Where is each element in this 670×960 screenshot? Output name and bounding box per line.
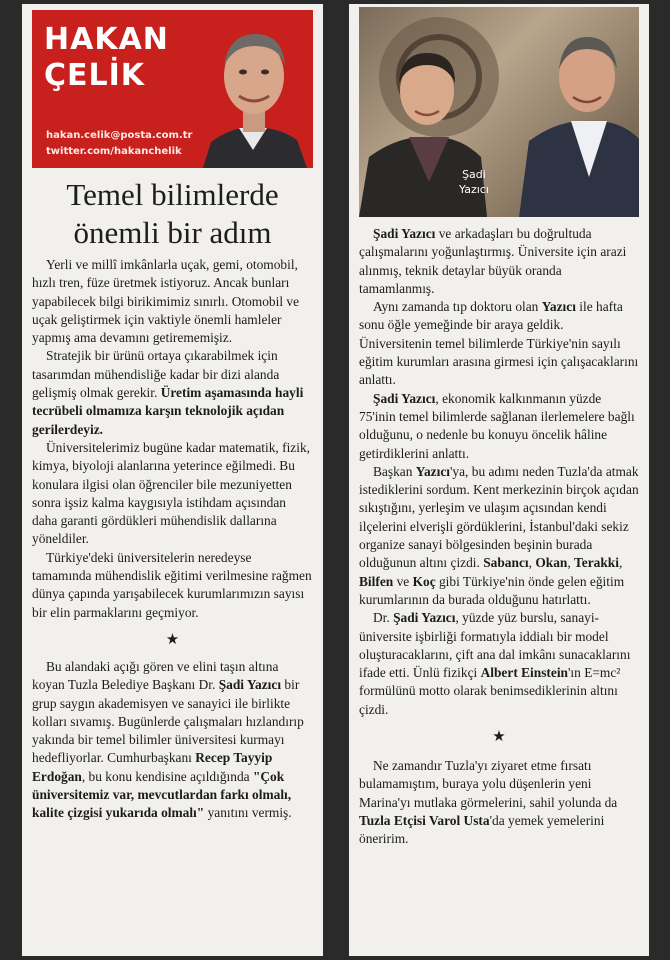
body-text: yanıtını vermiş.: [204, 805, 292, 821]
emphasis-text: Sabancı: [483, 555, 529, 571]
article-body-left: [32, 256, 313, 622]
article-title: Temel bilimlerde önemli bir adım: [66, 177, 279, 250]
body-text: ,: [567, 555, 575, 571]
paragraph: [359, 225, 639, 298]
article-body-right: [359, 225, 639, 719]
columnist-banner: [32, 10, 313, 168]
body-text: Başkan: [373, 463, 416, 479]
paragraph: [32, 256, 313, 347]
body-text: Aynı zamanda tıp doktoru olan: [373, 299, 542, 315]
paragraph: [32, 658, 313, 823]
emphasis-text: Üretim aşamasında hayli tecrübeli olmamıza karşın teknolojik açıdan gerilerdeyiz.: [32, 385, 304, 437]
body-text: ,: [528, 555, 536, 571]
body-text: Türkiye'deki üniversitelerin neredeyse tamamında mühendislik eğitimi verilmesine rağmen dünya çapında yarışabilecek kurumlarımızın sayısı bir elin parmaklarını geçmiyor.: [32, 549, 312, 620]
body-text: Ne zamandır Tuzla'yı ziyaret etme fırsatı bulamamıştım, buraya yolu düşenlerin yeni Marina'yı mutlaka görmelerini, sahil yolunda da: [359, 758, 618, 810]
emphasis-text: Tuzla Etçisi Varol Usta: [359, 812, 490, 828]
body-text: Üniversitelerimiz bugüne kadar matematik, fizik, kimya, biyoloji alanlarına yeterince eğilmedi. Bu konulara ilgisi olan öğrenciler bile mezuniyetten sonra işsiz kalma kaygısıyla istihdam açısından daha garanti gördükleri mühendislik dallarına yöneldiler.: [32, 439, 311, 547]
body-text: 'da yemek yemelerini öneririm.: [359, 812, 605, 847]
columnist-name: HAKAN ÇELİK: [44, 22, 169, 93]
paragraph: [359, 757, 639, 848]
columnist-contact: [46, 128, 192, 160]
emphasis-text: Şadi Yazıcı: [373, 390, 436, 406]
body-text: ve arkadaşları bu doğrultuda çalışmalarını yoğunlaştırmış. Üniversite için arazi alınmış, teknik detaylar büyük oranda tamamlanmış.: [359, 226, 627, 296]
article-body-right-2: [359, 757, 639, 848]
emphasis-text: Şadi Yazıcı: [393, 610, 456, 626]
emphasis-text: Terakki: [574, 555, 619, 571]
body-text: Yerli ve millî imkânlarla uçak, gemi, otomobil, hızlı tren, füze üretmek istiyoruz. Ancak bunları yapabilecek bilgi birikimimiz sınırlı. Otomobil ve uçak geliştirmek için vaktiyle önemli hamleler yapmış ama devamını getirememişiz.: [32, 257, 300, 346]
right-column: [349, 4, 649, 956]
emphasis-text: "Çok üniversitemiz var, mevcutlardan farkı olmalı, kalite çizgisi yukarıda olmalı": [32, 768, 292, 821]
left-column: [22, 4, 323, 956]
article-photo: [359, 7, 639, 217]
body-text: gibi Türkiye'nin önde gelen eğitim kurumlarının da burada olduğunu hatırlattı.: [359, 573, 625, 607]
photo-illustration: [359, 7, 639, 217]
emphasis-text: Koç: [412, 573, 436, 589]
paragraph: [359, 390, 639, 463]
emphasis-text: Yazıcı: [541, 299, 576, 315]
columnist-portrait: [193, 10, 313, 168]
paragraph: [32, 439, 313, 549]
body-text: ile hafta sonu öğle yemeğinde bir araya geldik. Üniversitenin temel bilimlerde Türkiye'nin sayılı eğitim kurumları arasına girmesi için çalışacaklarını anlattı.: [359, 299, 639, 388]
body-text: bir grup saygın akademisyen ve sanayici ile birlikte kolları sıvamış. Bugünlerde çalışmaları hızlandırıp yakında bir temel bilimler üniversitesi kurmayı hedefliyorlar. Cumhurbaşkanı: [32, 677, 304, 766]
emphasis-text: Okan: [535, 555, 568, 571]
separator-star: ★: [165, 631, 180, 648]
paragraph: [32, 549, 313, 622]
body-text: , ekonomik kalkınmanın yüzde 75'inin temel bilimlerde sağlanan ilerlemelere bağlı olduğunu, o nedenle bu konuyu öncelik hâline getirdiklerini anlattı.: [359, 390, 635, 461]
body-text: Bu alandaki açığı gören ve elini taşın altına koyan Tuzla Belediye Başkanı Dr.: [32, 658, 279, 693]
separator-star-right: ★: [492, 729, 506, 746]
columnist-twitter: twitter.com/hakanchelik: [46, 146, 182, 157]
body-text: 'ın E=mc² formülünü motto olarak benimsediklerinin altını çizdi.: [359, 665, 621, 717]
body-text: ,: [618, 555, 623, 571]
body-text: ve: [393, 573, 413, 589]
emphasis-text: Yazıcı: [415, 463, 450, 479]
paragraph: [359, 463, 639, 609]
emphasis-text: Bilfen: [359, 573, 394, 589]
emphasis-text: Albert Einstein: [480, 665, 569, 681]
body-text: Dr.: [373, 610, 394, 626]
emphasis-text: Recep Tayyip Erdoğan: [32, 750, 273, 784]
body-text: 'ya, bu adımı neden Tuzla'da atmak istediklerini sordum. Kent merkezinin birçok açıdan sıkıştığını, yerleşim ve ulaşım açısından kendi ilçelerini elverişli gördüklerini, İstanbul'daki sekiz organize sanayi bölgesinden beşinin burada olduğunun altını çizdi.: [359, 463, 639, 571]
emphasis-text: Şadi Yazıcı: [218, 677, 282, 693]
paragraph: [359, 609, 639, 719]
body-text: , bu konu kendisine açıldığında: [81, 768, 253, 784]
columnist-email: hakan.celik@posta.com.tr: [46, 130, 193, 141]
paragraph: [32, 347, 313, 438]
body-text: , yüzde yüz burslu, sanayi-üniversite işbirliği formatıyla iddialı bir model oluşturacaklarını, çift ana dal imkânı sunacaklarını ifade etti. Ünlü fizikçi: [359, 610, 631, 681]
emphasis-text: Şadi Yazıcı: [373, 226, 436, 241]
article-body-left-2: [32, 658, 313, 823]
body-text: Stratejik bir ürünü ortaya çıkarabilmek için tasarımdan mühendisliğe kadar bir dizi alanda gelişmiş olmak gerekir.: [32, 348, 280, 401]
photo-caption: Şadi Yazıcı: [459, 168, 489, 196]
paragraph: [359, 298, 639, 389]
